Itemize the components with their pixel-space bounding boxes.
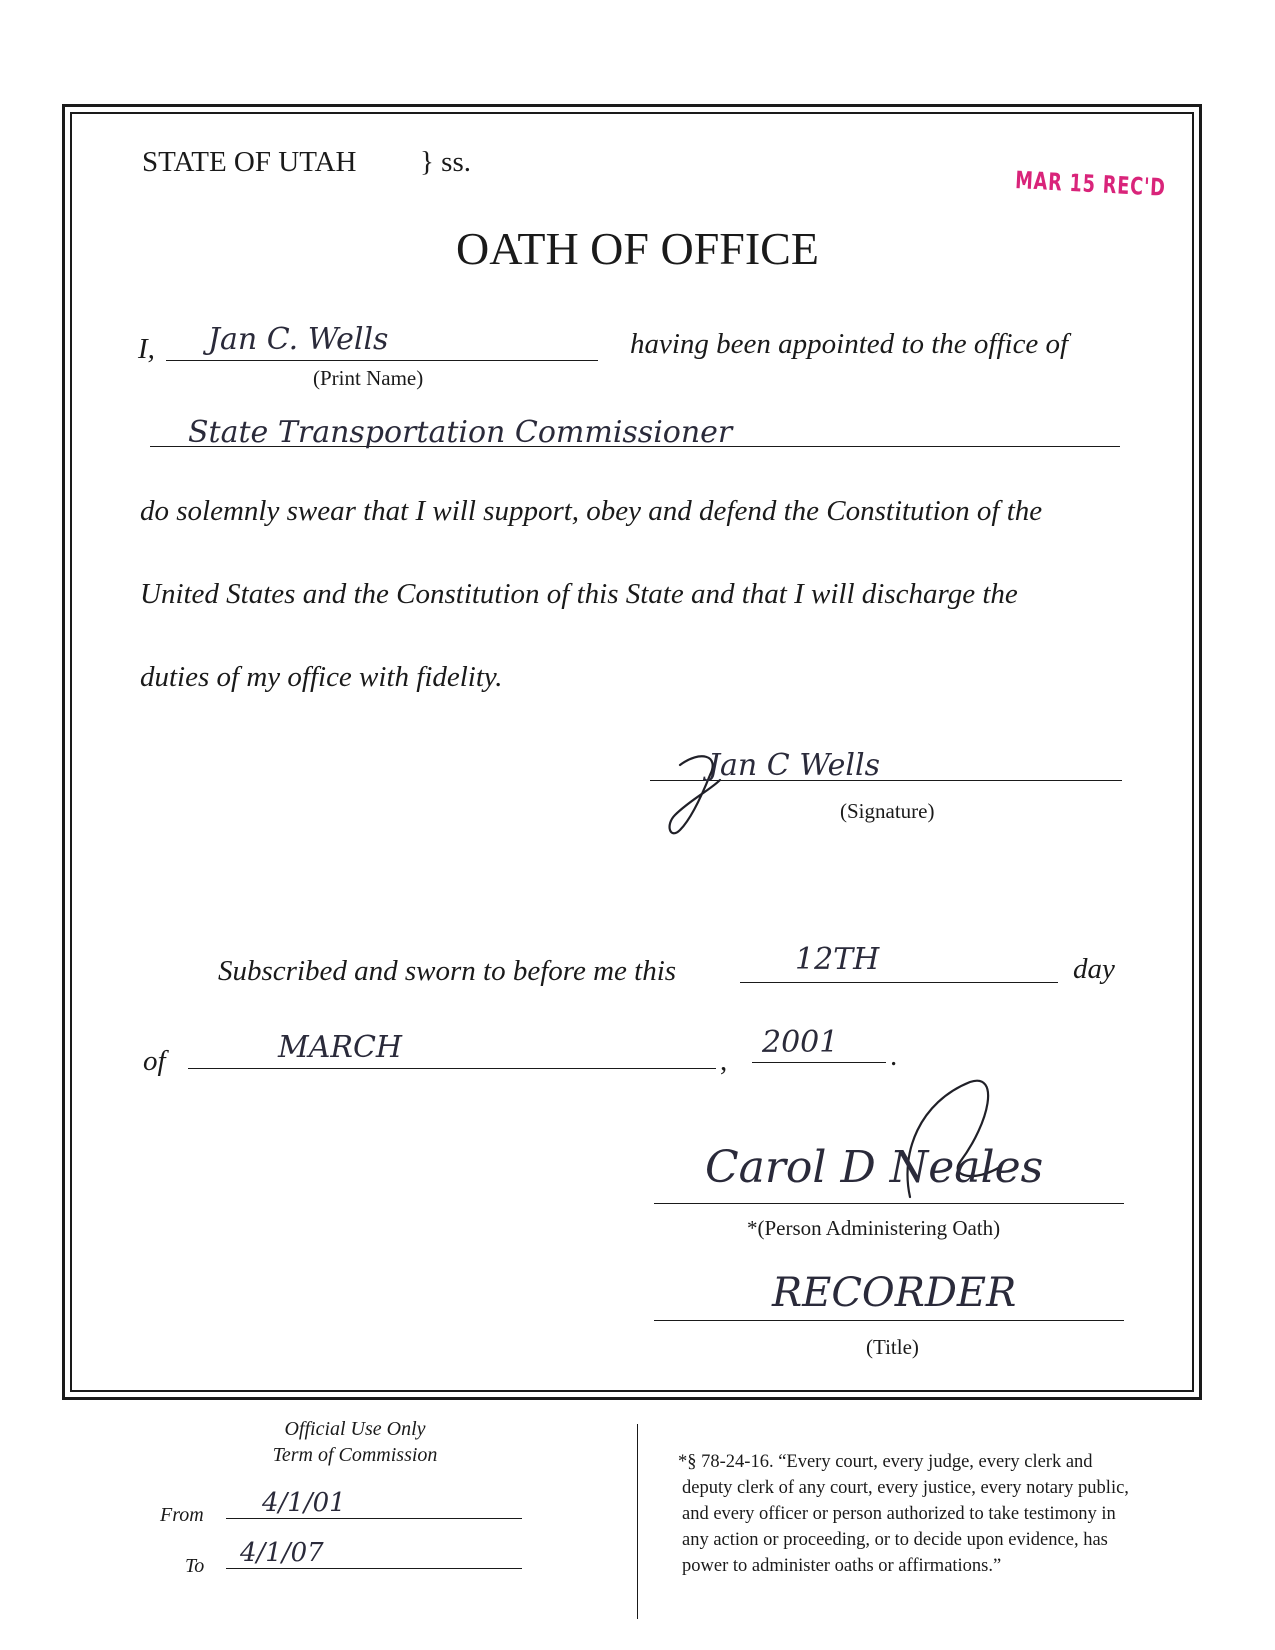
handwritten-to: 4/1/07 xyxy=(240,1538,324,1568)
document-title: OATH OF OFFICE xyxy=(456,223,819,274)
month-line xyxy=(188,1068,716,1069)
of-label: of xyxy=(143,1045,166,1077)
footer-divider xyxy=(637,1424,638,1619)
administrator-caption: *(Person Administering Oath) xyxy=(747,1216,1001,1240)
appointed-text: having been appointed to the office of xyxy=(630,328,1069,360)
title-line xyxy=(654,1320,1124,1321)
print-name-caption: (Print Name) xyxy=(313,366,424,390)
administrator-signature: Carol D Neales xyxy=(705,1142,1044,1193)
footnote-line-3: and every officer or person authorized to take testimony in xyxy=(682,1504,1116,1524)
comma: , xyxy=(720,1045,728,1077)
handwritten-month: MARCH xyxy=(278,1030,403,1065)
to-label: To xyxy=(185,1555,205,1577)
oath-line-2: United States and the Constitution of this State and that I will discharge the xyxy=(140,578,1018,610)
handwritten-name: Jan C. Wells xyxy=(208,322,389,357)
footnote-line-1: *§ 78-24-16. “Every court, every judge, every clerk and xyxy=(678,1452,1093,1472)
oath-line-3: duties of my office with fidelity. xyxy=(140,661,503,693)
footnote-line-2: deputy clerk of any court, every justice, every notary public, xyxy=(682,1478,1129,1498)
footnote-line-5: power to administer oaths or affirmations.” xyxy=(682,1556,1002,1576)
handwritten-title: RECORDER xyxy=(772,1270,1017,1316)
subscribed-text: Subscribed and sworn to before me this xyxy=(218,955,677,987)
name-line xyxy=(166,360,598,361)
handwritten-day: 12TH xyxy=(795,942,880,977)
official-use-heading: Official Use Only xyxy=(284,1418,426,1440)
handwritten-year: 2001 xyxy=(762,1025,839,1060)
oath-line-1: do solemnly swear that I will support, obey and defend the Constitution of the xyxy=(140,495,1043,527)
state-heading: STATE OF UTAH xyxy=(142,146,357,178)
period: . xyxy=(890,1040,898,1072)
year-line xyxy=(752,1062,886,1063)
handwritten-from: 4/1/01 xyxy=(262,1488,346,1518)
handwritten-office: State Transportation Commissioner xyxy=(188,415,733,450)
ss-mark: } ss. xyxy=(420,146,471,178)
day-label: day xyxy=(1073,953,1115,985)
received-stamp: MAR 15 REC'D xyxy=(1014,166,1167,202)
handwritten-signature: Jan C Wells xyxy=(708,748,880,783)
oath-i: I, xyxy=(138,333,155,365)
to-line xyxy=(226,1568,522,1569)
signature-caption: (Signature) xyxy=(840,799,935,823)
term-of-commission: Term of Commission xyxy=(272,1444,438,1466)
from-label: From xyxy=(160,1504,204,1526)
footnote-line-4: any action or proceeding, or to decide upon evidence, has xyxy=(682,1530,1108,1550)
from-line xyxy=(226,1518,522,1519)
day-line xyxy=(740,982,1058,983)
title-caption: (Title) xyxy=(866,1335,919,1359)
